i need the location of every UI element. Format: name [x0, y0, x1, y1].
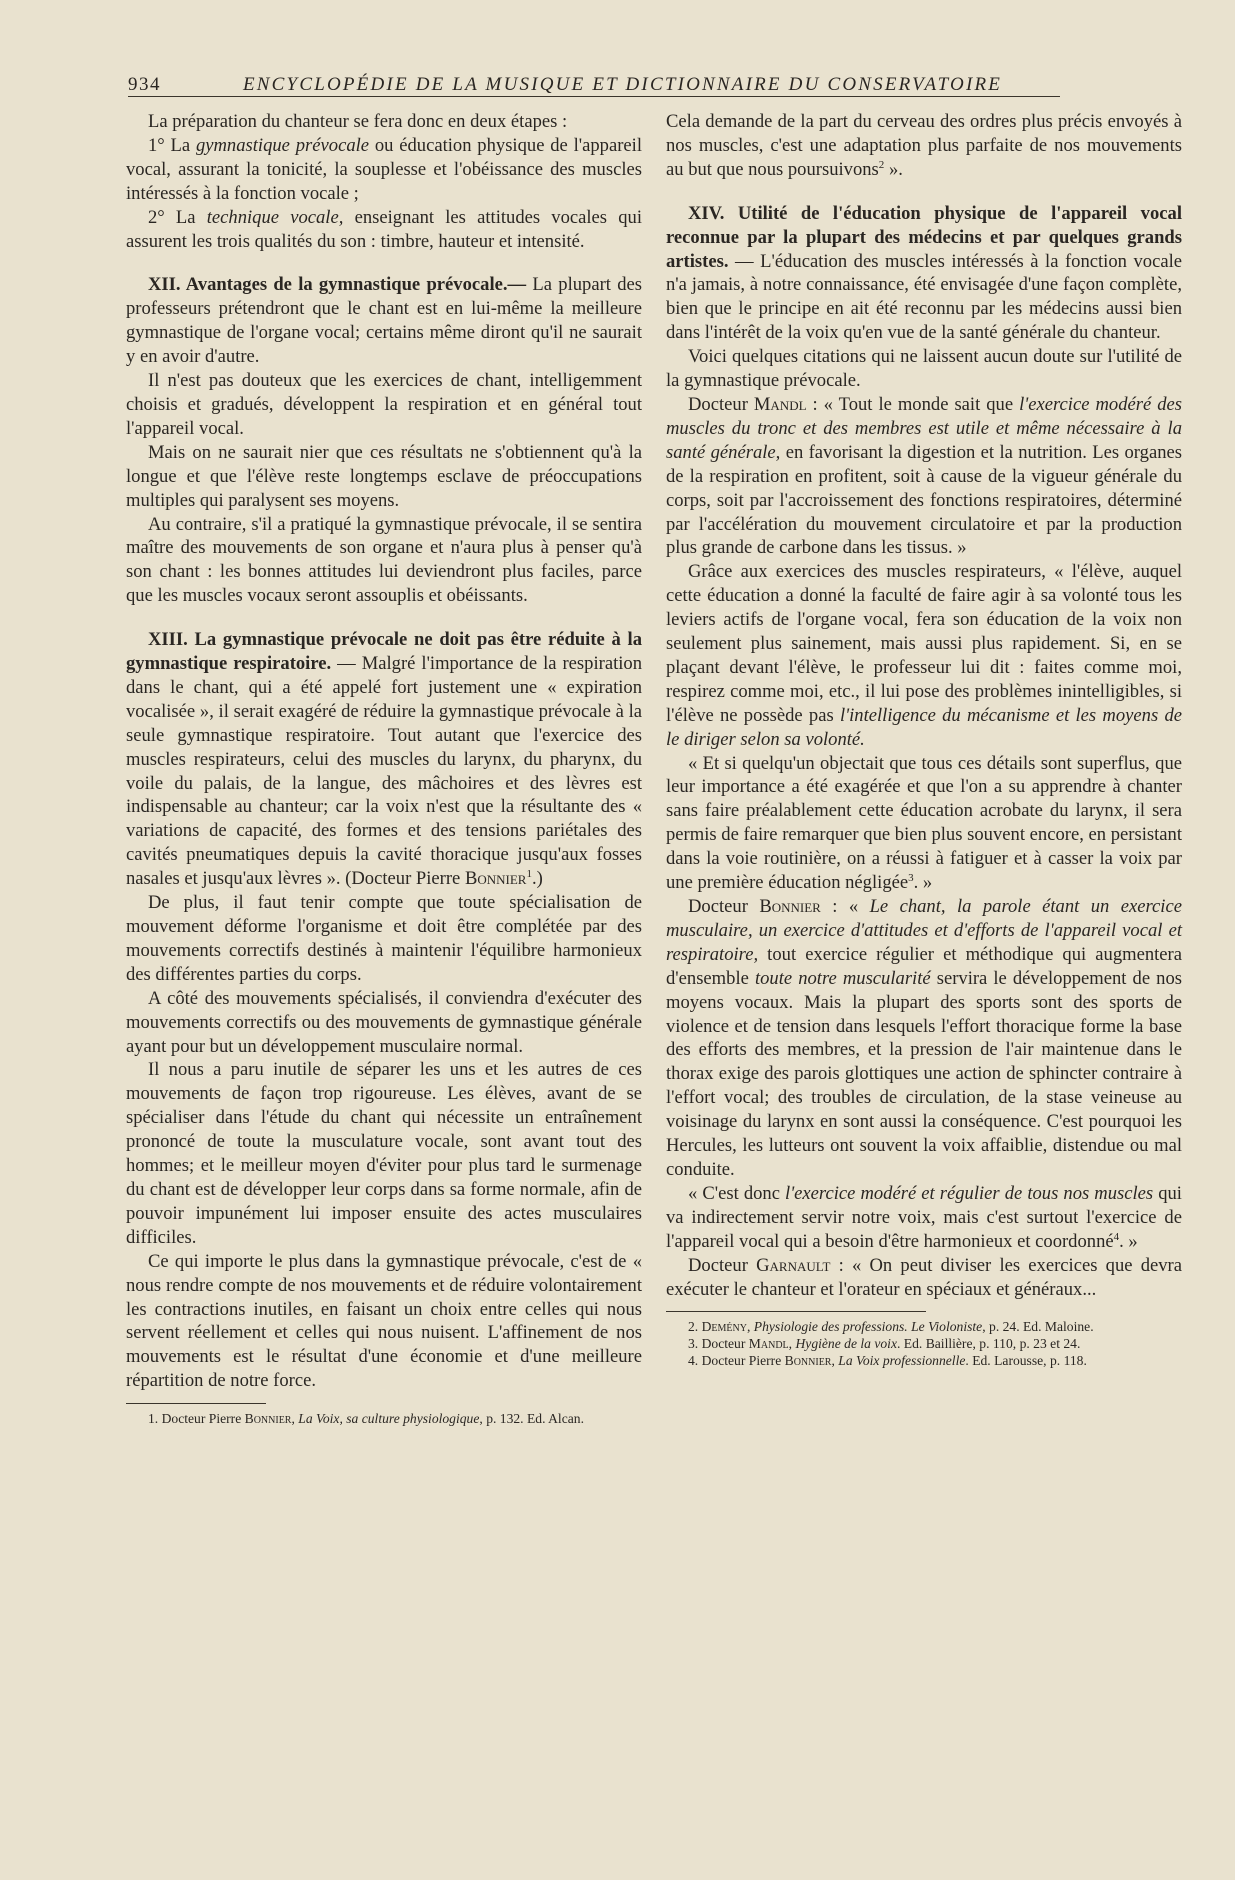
paragraph: Mais on ne saurait nier que ces résultats ne s'obtiennent qu'à la longue et que l'élève reste longtemps esclave de préoccupations multiples qui paralysent ses moyens. [126, 441, 642, 511]
paragraph: « C'est donc l'exercice modéré et régulier de tous nos muscles qui va indirectement servir notre voix, mais c'est surtout l'exercice de l'appareil vocal qui a besoin d'être harmonieux et coordonné$^4$. » [666, 1182, 1182, 1252]
list-item: 1° La gymnastique prévocale ou éducation physique de l'appareil vocal, assurant la tonicité, la souplesse et l'obéissance des muscles intéressés à la fonction vocale ; [126, 134, 642, 204]
paragraph: A côté des mouvements spécialisés, il conviendra d'exécuter des mouvements correctifs ou des mouvements de gymnastique générale ayant pour but un développement musculaire normal. [126, 987, 642, 1057]
running-title: ENCYCLOPÉDIE DE LA MUSIQUE ET DICTIONNAIRE DU CONSERVATOIRE [243, 74, 1003, 95]
footnote-ref: 3 [908, 871, 914, 884]
list-item: 2° La technique vocale, enseignant les attitudes vocales qui assurent les trois qualités du son : timbre, hauteur et intensité. [126, 206, 642, 252]
footnote: 1. Docteur Pierre Bonnier, La Voix, sa culture physiologique, p. 132. Ed. Alcan. [148, 1411, 584, 1427]
footnote-ref: 4 [1113, 1230, 1120, 1243]
section-heading: XIV. Utilité de l'éducation physique de l'appareil vocal reconnue par la plupart des médecins et par quelques grands artistes. [666, 202, 1182, 272]
paragraph: « Et si quelqu'un objectait que tous ces détails sont superflus, que leur importance a été exagérée et que l'on a su apprendre à chanter sans faire préalablement cette éducation acrobate du larynx, il sera permis de faire remarquer que bien plus souvent encore, en persistant dans la voie routinière, on a réussi à fatiguer et à casser la voix par une première éducation négligée$^3$. » [666, 752, 1182, 894]
paragraph: Au contraire, s'il a pratiqué la gymnastique prévocale, il se sentira maître des mouvements de son organe et n'aura plus à penser qu'à son chant : les bonnes attitudes lui deviendront plus faciles, parce que les muscles vocaux seront assouplis et obéissants. [126, 513, 642, 607]
paragraph: Ce qui importe le plus dans la gymnastique prévocale, c'est de « nous rendre compte de nos mouvements et de réduire volontairement les contractions inutiles, en faisant un choix entre celles qui nous servent réellement et celles qui nous nuisent. L'affinement de nos mouvements est le résultat d'une économie et d'une meilleure répartition de notre force. [126, 1250, 642, 1392]
section-xiii: XIII. La gymnastique prévocale ne doit pas être réduite à la gymnastique respiratoire. — Malgré l'importance de la respiration dans le chant, qui a été appelé fort justement une « expiration vocalisée », il serait exagéré de réduire la gymnastique prévocale à la seule gymnastique respiratoire. Tout autant que l'exercice des muscles respirateurs, celui des muscles du larynx, du pharynx, du voile du palais, de la langue, des mâchoires et des lèvres est indispensable au chanteur; car la voix n'est que la résultante des « variations de capacité, des formes et des tensions pariétales des cavités pneumatiques depuis la cavité thoracique jusqu'aux fosses nasales et jusqu'aux lèvres ». (Docteur Pierre Bonnier$^1$.) [126, 629, 642, 890]
quote-garnault: Docteur Garnault : « On peut diviser les exercices que devra exécuter le chanteur et l'orateur en spéciaux et généraux... [666, 1254, 1182, 1300]
paragraph: Cela demande de la part du cerveau des ordres plus précis envoyés à nos muscles, c'est une adaptation plus parfaite de nos mouvements au but que nous poursuivons$^2$ ». [666, 111, 1182, 180]
right-column [666, 110, 1182, 1369]
section-heading: XIII. La gymnastique prévocale ne doit pas être réduite à la gymnastique respiratoire. [126, 629, 642, 675]
paragraph: Grâce aux exercices des muscles respirateurs, « l'élève, auquel cette éducation a donné la faculté de faire agir à sa volonté tous les leviers actifs de l'organe vocal, fera son éducation de la voix non seulement plus sainement, mais aussi plus rapidement. Si, en se plaçant devant l'élève, le professeur lui dit : faites comme moi, respirez comme moi, etc., il lui pose des problèmes inintelligibles, si l'élève ne possède pas l'intelligence du mécanisme et les moyens de le diriger selon sa volonté. [666, 561, 1182, 750]
footnote: 3. Docteur Mandl, Hygiène de la voix. Ed. Baillière, p. 110, p. 23 et 24. [688, 1336, 1081, 1352]
quote-bonnier: Docteur Bonnier : « Le chant, la parole étant un exercice musculaire, un exercice d'attitudes et d'efforts de l'appareil vocal et respiratoire, tout exercice régulier et méthodique qui augmentera d'ensemble toute notre muscularité servira le développement de nos moyens vocaux. Mais la plupart des sports sont des sports de violence et de tension dans lesquels l'effort thoracique forme la base des efforts des membres, et la pression de l'air maintenue dans le thorax exige des parois glottiques une action de sphincter contraire à l'effort vocal; des troubles de circulation, de la stase veineuse au voisinage du larynx en sont aussi la conséquence. C'est pourquoi les Hercules, les lutteurs ont souvent la voix affaiblie, distendue ou mal conduite. [666, 896, 1183, 1180]
paragraph: La préparation du chanteur se fera donc en deux étapes : [148, 111, 568, 132]
paragraph: De plus, il faut tenir compte que toute spécialisation de mouvement déforme l'organisme et doit être complétée par des mouvements correctifs destinés à maintenir l'équilibre harmonieux des différentes parties du corps. [126, 892, 642, 985]
footnote: 2. Demény, Physiologie des professions. Le Violoniste, p. 24. Ed. Maloine. [688, 1319, 1094, 1335]
header-rule [128, 96, 1060, 97]
paragraph: Il n'est pas douteux que les exercices de chant, intelligemment choisis et gradués, développent la respiration et en général tout l'appareil vocal. [126, 370, 642, 439]
section-xiv: XIV. Utilité de l'éducation physique de l'appareil vocal reconnue par la plupart des médecins et par quelques grands artistes. — L'éducation des muscles intéressés à la fonction vocale n'a jamais, à notre connaissance, été envisagée d'une façon complète, bien que le principe en ait été reconnu par les médecins aussi bien dans l'intérêt de la voix qu'en vue de la santé générale du chanteur. [666, 202, 1182, 344]
footnote-rule [666, 1311, 926, 1312]
paragraph: Il nous a paru inutile de séparer les uns et les autres de ces mouvements de façon trop rigoureuse. Les élèves, avant de se spécialiser dans l'étude du chant qui nécessite un entraînement prononcé de toute la musculature vocale, sont avant tout des hommes; et le meilleur moyen d'éviter pour plus tard le surmenage du chant est de développer leur corps dans sa forme normale, afin de pouvoir impunément lui imposer ensuite des actes musculaires difficiles. [126, 1059, 642, 1248]
footnote-ref: 2 [878, 158, 885, 171]
page-number: 934 [128, 74, 161, 95]
paragraph: Voici quelques citations qui ne laissent aucun doute sur l'utilité de la gymnastique prévocale. [666, 346, 1182, 392]
footnote: 4. Docteur Pierre Bonnier, La Voix professionnelle. Ed. Larousse, p. 118. [688, 1353, 1087, 1369]
section-xii: XII. Avantages de la gymnastique prévocale.— La plupart des professeurs prétendront que le chant est en lui-même la meilleure gymnastique de l'organe vocal; certains même diront qu'il ne saurait y en avoir d'autre. [126, 274, 642, 368]
footnote-rule [126, 1403, 266, 1404]
footnote-ref: 1 [526, 868, 532, 880]
left-column [126, 110, 642, 1427]
quote-mandl: Docteur Mandl : « Tout le monde sait que l'exercice modéré des muscles du tronc et des membres est utile et même nécessaire à la santé générale, en favorisant la digestion et la nutrition. Les organes de la respiration en profitent, soit à cause de la vigueur générale du corps, soit par l'accroissement des fonctions respiratoires, déterminé par l'accélération du mouvement circulatoire et par la production plus grande de carbone dans les tissus. » [666, 393, 1183, 559]
section-heading: XII. Avantages de la gymnastique prévocale.— [148, 274, 527, 296]
